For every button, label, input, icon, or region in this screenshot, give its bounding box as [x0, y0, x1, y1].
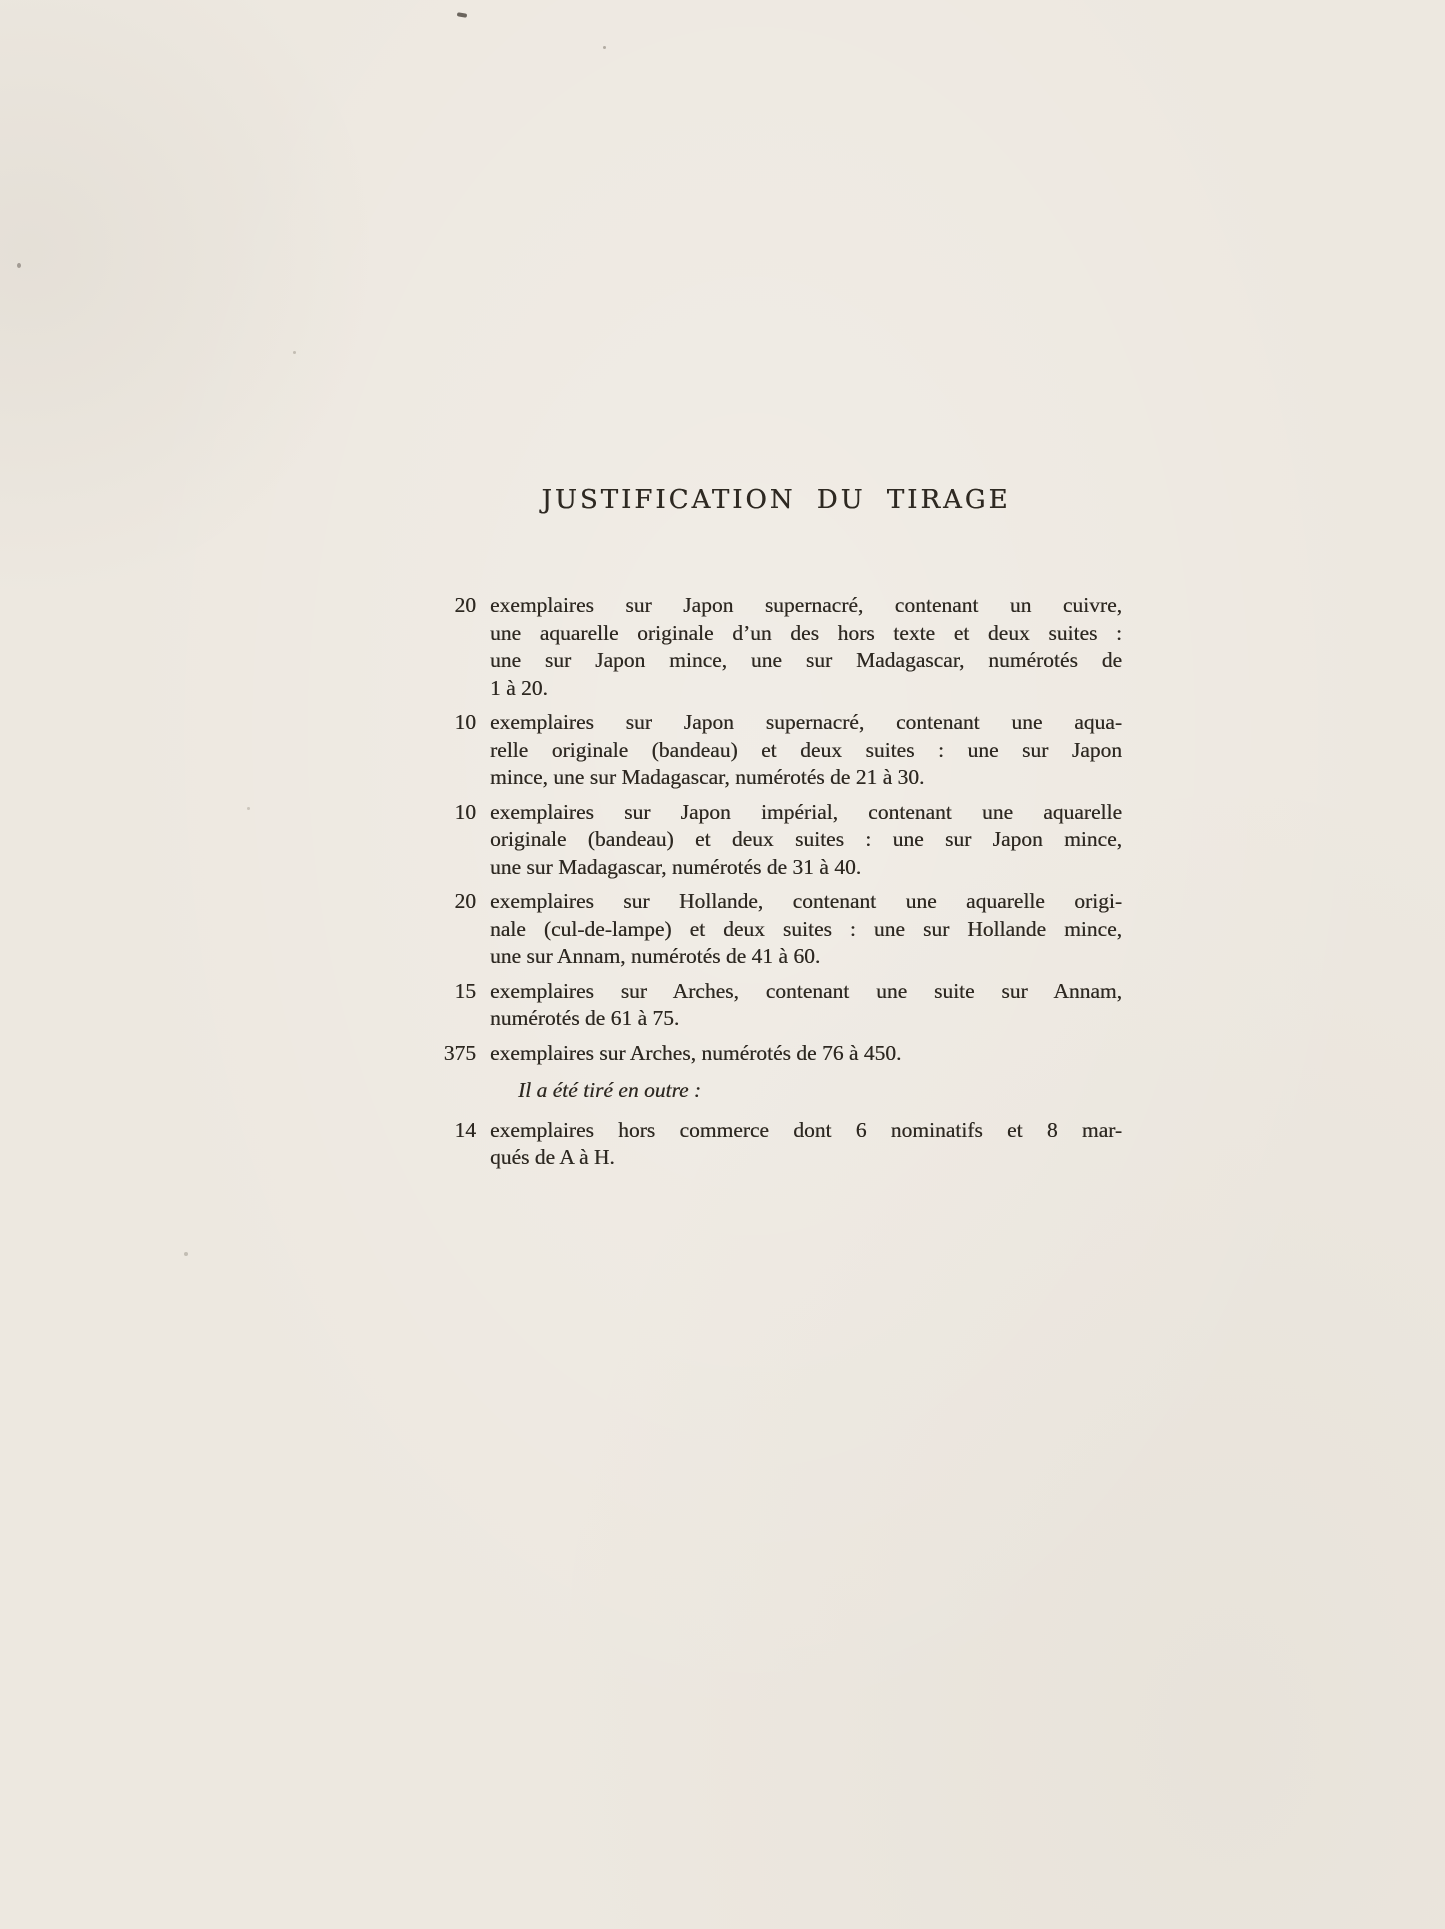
limitation-item — [430, 1117, 1122, 1172]
text-line: une sur Japon mince, une sur Madagascar, numérotés de — [490, 648, 1122, 672]
item-text — [490, 709, 1122, 792]
dust-speck — [603, 46, 606, 49]
text-line: exemplaires sur Arches, contenant une suite sur Annam, — [490, 978, 1122, 1003]
dust-speck — [184, 1252, 188, 1256]
text-line: exemplaires sur Japon supernacré, contenant un cuivre, — [490, 593, 1122, 617]
item-text — [490, 1117, 1122, 1172]
text-line: exemplaires sur Hollande, contenant une aquarelle origi- — [490, 889, 1122, 913]
item-text — [490, 888, 1122, 971]
text-line: exemplaires hors commerce dont 6 nominatifs et 8 mar- — [490, 1117, 1122, 1142]
copies-count: 15 — [454, 978, 476, 1003]
item-text — [490, 592, 1122, 702]
text-line: une aquarelle originale d’un des hors texte et deux suites : — [490, 620, 1122, 645]
item-text — [490, 799, 1122, 882]
limitation-item — [430, 709, 1122, 792]
text-line: nale (cul-de-lampe) et deux suites : une sur Hollande mince, — [490, 916, 1122, 941]
dust-speck — [17, 263, 21, 268]
text-line: une sur Madagascar, numérotés de 31 à 40. — [490, 854, 862, 879]
text-line: une sur Annam, numérotés de 41 à 60. — [490, 944, 821, 968]
interlude-line: Il a été tiré en outre : — [518, 1078, 702, 1102]
text-line: exemplaires sur Arches, numérotés de 76 à 450. — [490, 1040, 902, 1065]
limitation-item — [430, 799, 1122, 882]
text-line: exemplaires sur Japon supernacré, contenant une aqua- — [490, 710, 1122, 734]
limitation-item — [430, 888, 1122, 971]
dust-speck — [293, 351, 296, 354]
copies-count: 10 — [454, 710, 476, 734]
text-line: qués de A à H. — [490, 1145, 615, 1169]
copies-count: 20 — [454, 889, 476, 913]
text-line: 1 à 20. — [490, 675, 548, 700]
limitation-item — [430, 1040, 1122, 1068]
text-line: exemplaires sur Japon impérial, contenant une aquarelle — [490, 799, 1122, 824]
item-text — [490, 1040, 1122, 1068]
copies-count: 375 — [443, 1040, 476, 1065]
dust-speck — [247, 807, 250, 810]
limitation-list — [430, 592, 1122, 1179]
item-text — [490, 978, 1122, 1033]
text-line: numérotés de 61 à 75. — [490, 1006, 680, 1030]
page-title: JUSTIFICATION DU TIRAGE — [541, 485, 1011, 515]
dust-speck — [457, 12, 468, 18]
copies-count: 20 — [454, 593, 476, 617]
text-line: relle originale (bandeau) et deux suites : une sur Japon — [490, 737, 1122, 762]
limitation-item — [430, 978, 1122, 1033]
limitation-item — [430, 592, 1122, 702]
copies-count: 14 — [454, 1117, 476, 1142]
text-line: originale (bandeau) et deux suites : une sur Japon mince, — [490, 827, 1122, 851]
text-line: mince, une sur Madagascar, numérotés de 21 à 30. — [490, 765, 925, 789]
copies-count: 10 — [454, 799, 476, 824]
